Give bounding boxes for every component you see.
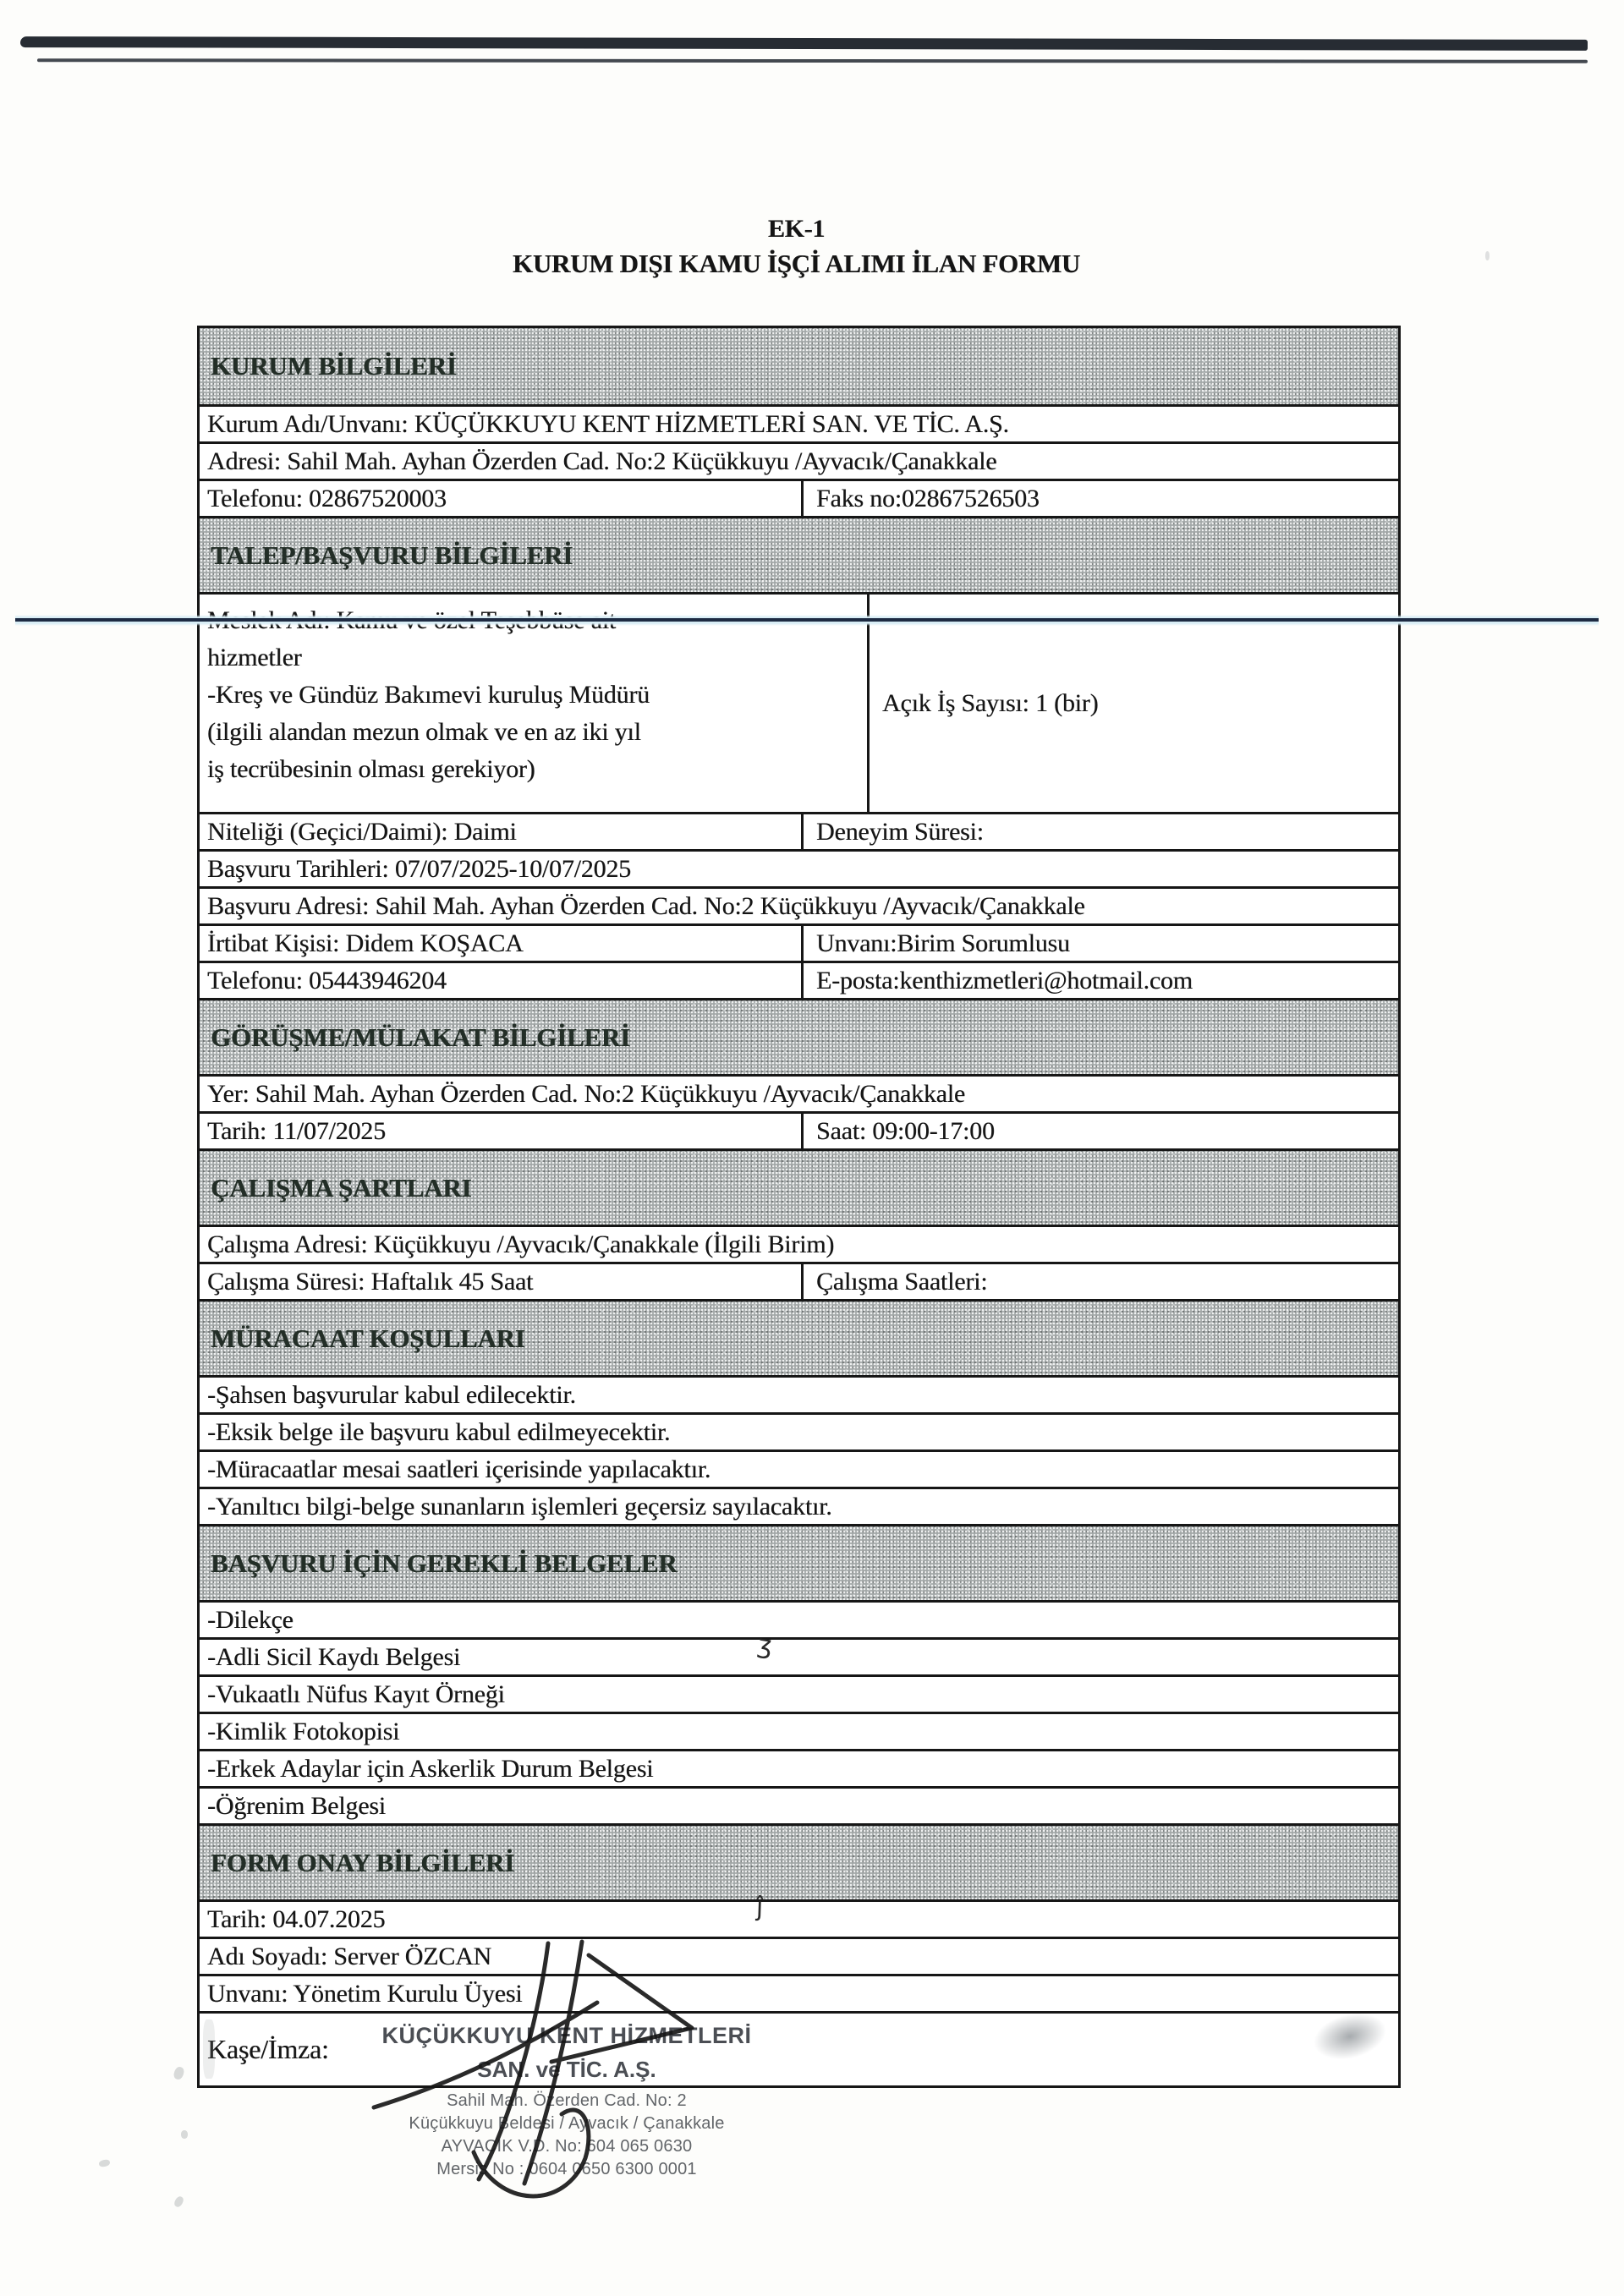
section-title: GÖRÜŞME/MÜLAKAT BİLGİLERİ (211, 1022, 630, 1052)
form-row (200, 1749, 1398, 1786)
row-left-cell (200, 926, 804, 961)
form-row-split (200, 812, 1398, 849)
scan-edge-artifact-thick (20, 36, 1588, 51)
row-left-cell (200, 814, 804, 849)
section-header (200, 1299, 1398, 1375)
scan-speck (1485, 251, 1490, 260)
page-title: KURUM DIŞI KAMU İŞÇİ ALIMI İLAN FORMU (513, 249, 1080, 278)
form-row (200, 1674, 1398, 1712)
row-left-text: Niteliği (Geçici/Daimi): Daimi (207, 817, 517, 846)
row-right-text: Deneyim Süresi: (816, 817, 984, 846)
section-title: MÜRACAAT KOŞULLARI (211, 1323, 525, 1353)
form-row (200, 441, 1398, 479)
row-left-text: Tarih: 11/07/2025 (207, 1116, 386, 1145)
strike-line-artifact (15, 615, 1599, 626)
row-right-cell (804, 481, 1398, 516)
row-text: -Adli Sicil Kaydı Belgesi (207, 1642, 461, 1671)
row-left-text: İrtibat Kişisi: Didem KOŞACA (207, 929, 524, 957)
row-right-cell (804, 1114, 1398, 1148)
section-header (200, 1148, 1398, 1225)
row-right-cell (804, 814, 1398, 849)
scan-speck (98, 2159, 110, 2168)
row-text: Kurum Adı/Unvanı: KÜÇÜKKUYU KENT HİZMETLERİ SAN. VE TİC. A.Ş. (207, 409, 1009, 438)
row-left-cell (200, 595, 870, 812)
row-left-cell (200, 1114, 804, 1148)
scan-speck (203, 2019, 215, 2079)
form-row (200, 886, 1398, 923)
row-text: -Dilekçe (207, 1605, 294, 1634)
row-right-text: Çalışma Saatleri: (816, 1267, 988, 1296)
stamp-address-line: Küçükkuyu Beldesi / Ayvacık / Çanakkale (409, 2114, 725, 2133)
strike-line-core (15, 618, 1599, 622)
form-row (200, 1412, 1398, 1449)
row-text: Adı Soyadı: Server ÖZCAN (207, 1942, 491, 1970)
row-text: -Vukaatlı Nüfus Kayıt Örneği (207, 1680, 505, 1708)
row-text: Yer: Sahil Mah. Ayhan Özerden Cad. No:2 Küçükkuyu /Ayvacık/Çanakkale (207, 1079, 965, 1108)
form-row (200, 404, 1398, 441)
section-title: KURUM BİLGİLERİ (211, 351, 457, 381)
row-text: Tarih: 04.07.2025 (207, 1904, 386, 1933)
stamp-tax-number: AYVACIK V.D. No: 604 065 0630 (441, 2137, 693, 2156)
row-left-cell (200, 481, 804, 516)
form-row (200, 1786, 1398, 1823)
row-right-text: Açık İş Sayısı: 1 (bir) (882, 688, 1099, 717)
stamp-company-name: KÜÇÜKKUYU KENT HİZMETLERİ (381, 2023, 752, 2048)
row-right-text: Unvanı:Birim Sorumlusu (816, 929, 1070, 957)
row-left-text: Telefonu: 02867520003 (207, 484, 447, 512)
row-left-text-line: iş tecrübesinin olması gerekiyor) (207, 755, 535, 783)
scan-speck (173, 2195, 184, 2209)
section-header (200, 328, 1398, 404)
scan-edge-artifact-thin (37, 58, 1588, 63)
section-title: TALEP/BAŞVURU BİLGİLERİ (211, 540, 573, 570)
form-row (200, 1712, 1398, 1749)
row-left-text: Telefonu: 05443946204 (207, 966, 447, 995)
row-right-cell (870, 595, 1398, 812)
form-row (200, 1074, 1398, 1111)
row-right-cell (804, 926, 1398, 961)
section-header (200, 1823, 1398, 1899)
row-text: -Öğrenim Belgesi (207, 1791, 386, 1820)
row-left-text-line: (ilgili alandan mezun olmak ve en az iki yıl (207, 718, 641, 746)
form-table (197, 326, 1401, 2088)
ek-label: EK-1 (767, 215, 826, 243)
stamp-mersis-number: Mersis No : 0604 0650 6300 0001 (436, 2160, 697, 2178)
form-row-split (200, 1262, 1398, 1299)
row-text: -Yanıltıcı bilgi-belge sunanların işlemleri geçersiz sayılacaktır. (207, 1492, 832, 1521)
form-row (200, 1899, 1398, 1937)
section-title: BAŞVURU İÇİN GEREKLİ BELGELER (211, 1548, 678, 1578)
row-right-text: E-posta:kenthizmetleri@hotmail.com (816, 966, 1193, 995)
row-left-text-line: hizmetler (207, 644, 302, 671)
row-text: Başvuru Adresi: Sahil Mah. Ayhan Özerden Cad. No:2 Küçükkuyu /Ayvacık/Çanakkale (207, 891, 1085, 920)
scan-speck (173, 2066, 185, 2081)
form-row (200, 1375, 1398, 1412)
pen-mark: ʒ (755, 1629, 775, 1662)
form-row (200, 1637, 1398, 1674)
row-left-cell (200, 963, 804, 998)
row-left-text: Çalışma Süresi: Haftalık 45 Saat (207, 1267, 534, 1296)
kase-imza-label: Kaşe/İmza: (207, 2034, 329, 2064)
row-left-text-line: -Kreş ve Gündüz Bakımevi kuruluş Müdürü (207, 681, 650, 709)
row-right-cell (804, 1264, 1398, 1299)
row-text: Çalışma Adresi: Küçükkuyu /Ayvacık/Çanakkale (İlgili Birim) (207, 1230, 835, 1258)
section-header (200, 516, 1398, 592)
row-text: -Şahsen başvurular kabul edilecektir. (207, 1380, 576, 1409)
row-text: -Eksik belge ile başvuru kabul edilmeyecektir. (207, 1417, 671, 1446)
section-header (200, 998, 1398, 1074)
form-row-split (200, 923, 1398, 961)
section-title: FORM ONAY BİLGİLERİ (211, 1847, 515, 1877)
scan-speck (181, 2130, 188, 2139)
row-text: Adresi: Sahil Mah. Ayhan Özerden Cad. No:2 Küçükkuyu /Ayvacık/Çanakkale (207, 447, 997, 475)
form-row (200, 849, 1398, 886)
title-block (197, 215, 1396, 279)
row-right-text: Saat: 09:00-17:00 (816, 1116, 995, 1145)
row-text: Başvuru Tarihleri: 07/07/2025-10/07/2025 (207, 854, 631, 883)
form-row (200, 1225, 1398, 1262)
stamp-company-type: SAN. ve TİC. A.Ş. (477, 2057, 656, 2082)
row-right-cell (804, 963, 1398, 998)
form-row-split (200, 1111, 1398, 1148)
pen-mark: ĵ (755, 1892, 764, 1923)
form-row (200, 1600, 1398, 1637)
company-stamp (364, 2023, 770, 2179)
form-row (200, 1937, 1398, 1974)
form-row-split (200, 479, 1398, 516)
form-row-split (200, 961, 1398, 998)
row-text: -Müracaatlar mesai saatleri içerisinde yapılacaktır. (207, 1455, 711, 1483)
form-row (200, 1449, 1398, 1487)
row-text: -Erkek Adaylar için Askerlik Durum Belgesi (207, 1754, 654, 1783)
row-right-text: Faks no:02867526503 (816, 484, 1040, 512)
row-text: -Kimlik Fotokopisi (207, 1717, 400, 1745)
section-header (200, 1524, 1398, 1600)
form-row (200, 1487, 1398, 1524)
row-left-cell (200, 1264, 804, 1299)
stamp-address-line: Sahil Mah. Özerden Cad. No: 2 (447, 2091, 687, 2110)
row-text: Unvanı: Yönetim Kurulu Üyesi (207, 1979, 523, 2008)
form-row (200, 1974, 1398, 2011)
section-title: ÇALIŞMA ŞARTLARI (211, 1172, 472, 1203)
